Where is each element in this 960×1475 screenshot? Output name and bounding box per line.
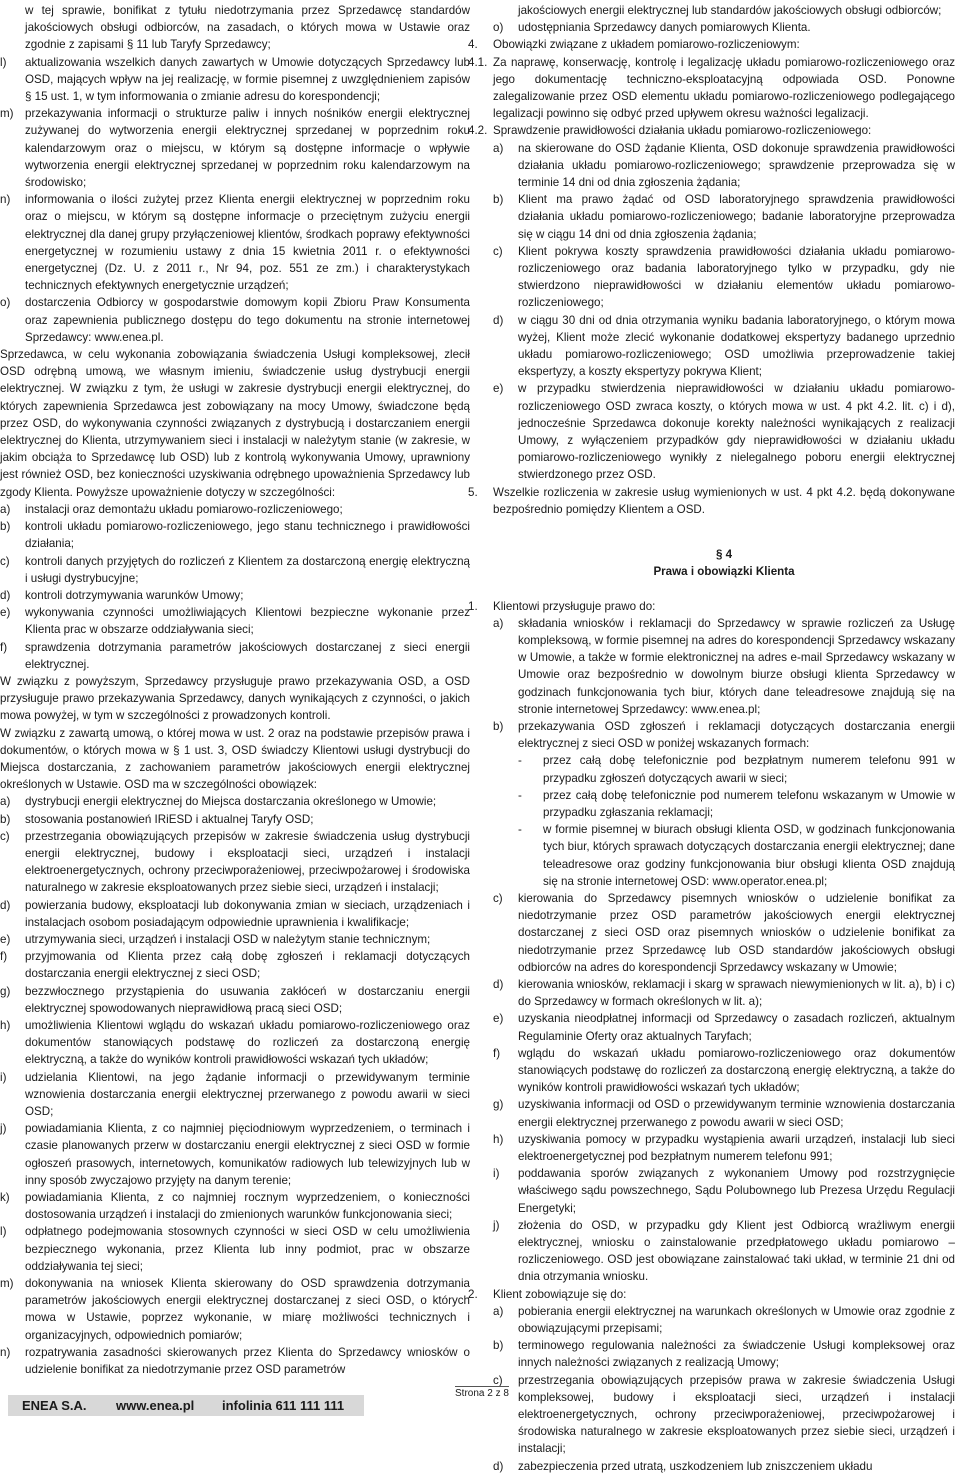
list-item-label: b) [0, 812, 11, 826]
list-item-label: b) [0, 520, 11, 534]
dash-bullet: - [518, 754, 522, 768]
list-item [0, 587, 470, 604]
list-item-label: b) [493, 193, 504, 207]
list-item-label: f) [0, 640, 8, 654]
list-item-label: f) [493, 1046, 501, 1060]
list-item-text: zabezpieczenia przed utratą, uszkodzeniem lub zniszczeniem układu [518, 1459, 873, 1473]
list-item [0, 1344, 470, 1378]
left-column [0, 2, 470, 1378]
clause-n-continuation: jakościowych energii elektrycznej lub standardów jakościowych obsługi odbiorców; [518, 4, 942, 17]
list-item-text: w przypadku stwierdzenia nieprawidłowości w działaniu układu pomiarowo-rozliczeniowego OSD zwraca koszty, o których mowa w ust. 4 pkt 4.2. lit. c) i d), jednocześnie Sprzedawca dokonuje korekty należności wynikających z realizacji Umowy, z wyłączeniem przypadków gdy nieprawidłowości w działaniu układu pomiarowo-rozliczeniowego wynikły z nielegalnego poboru energii elektrycznej stwierdzonego przez OSD. [518, 382, 955, 482]
clause-label: n) [0, 193, 11, 207]
list-item-label: g) [0, 984, 11, 998]
list-item-label: c) [493, 891, 503, 905]
list-item-text: Klient ma prawo żądać od OSD laboratoryjnego sprawdzenia prawidłowości działania układu pomiarowo-rozliczeniowego; badanie laboratoryjne przeprowadza się w ciągu 14 dni od dnia zgłoszenia żądania; [518, 193, 955, 241]
list-item-label: i) [493, 1167, 500, 1181]
clause-text: informowania o ilości zużytej przez Klienta energii elektrycznej w poprzednim roku oraz o miejscu, w którym są dostępne informacje o przeciętnym zużyciu energii elektrycznej dla danej grupy przyłączeniowej klientów, środkach poprawy efektywności energetycznej w rozumieniu ustawy z dnia 15 kwietnia 2011 r. o efektywności energetycznej (Dz. U. z 2011 r., Nr 94, poz. 551 ze zm.) i charakterystykach technicznych efektywnych energetycznie urządzeń; [25, 193, 470, 293]
right-clause-b [493, 718, 955, 752]
list-item-text: odpłatnego podejmowania stosownych czynności w sieci OSD w celu umożliwienia bezpiecznego wykonania, przez Klienta lub inny podmiot, prac w obszarze oddziaływania tej sieci; [25, 1225, 470, 1273]
paragraph-4 [468, 36, 955, 53]
list-item-label: e) [493, 382, 504, 396]
section-heading [493, 546, 955, 580]
list-item [0, 793, 470, 810]
list-item-label: h) [493, 1132, 504, 1146]
list-item-text: kontroli układu pomiarowo-rozliczeniowego, jego stanu technicznego i prawidłowości działania; [25, 520, 470, 551]
clause-label: b) [493, 719, 504, 733]
clause-o [0, 294, 470, 346]
page-number: Strona 2 z 8 [455, 1388, 509, 1399]
right-2-list [493, 1303, 955, 1475]
list-item-text: utrzymywania sieci, urządzeń i instalacji OSD w należytym stanie technicznym; [25, 932, 431, 946]
list-item-label: i) [0, 1070, 7, 1084]
list-item-label: f) [0, 950, 8, 964]
list-item-label: d) [493, 1459, 504, 1473]
paragraph-4-2 [468, 122, 955, 139]
paragraph-text: Sprawdzenie prawidłowości działania układu pomiarowo-rozliczeniowego: [493, 124, 872, 138]
paragraph-5 [468, 484, 955, 518]
sub-list-item [493, 787, 955, 821]
list-item [0, 1017, 470, 1069]
paragraph-2 [0, 346, 470, 501]
paragraph-text: Sprzedawca, w celu wykonania zobowiązania świadczenia Usługi kompleksowej, zlecił OSD odrębną umową, we własnym imieniu, świadczenie usług dystrybucji energii elektrycznej. W związku z tym, że usługi w zakresie dystrybucji energii elektrycznej, do których zapewnienia Sprzedawca jest zobowiązany na mocy Umowy, świadczone będą przez OSD, do wykonywania czynności związanych z dystrybucją i dostarczaniem energii elektrycznej do Klienta, utrzymywaniem sieci i instalacji w należytym stanie (w zakresie, w jakim obciąża to Sprzedawcę lub OSD) lub z kontrolą wykonywania Umowy, uprawniony jest również OSD, bez konieczności uzyskiwania odrębnego upoważnienia Sprzedawcy lub zgody Klienta. Powyższe upoważnienie dotyczy w szczególności: [0, 348, 470, 499]
list-item [0, 1189, 470, 1223]
paragraph-text: Klientowi przysługuje prawo do: [493, 599, 656, 613]
list-item-label: e) [493, 1012, 504, 1026]
footer-website[interactable]: www.enea.pl [116, 1398, 195, 1413]
list-item-text: uzyskania nieodpłatnej informacji od Sprzedawcy o zasadach rozliczeń, aktualnym Regulaminie Oferty oraz aktualnych Taryfach; [518, 1012, 955, 1043]
section-number: § 4 [715, 548, 733, 562]
clause-k-continuation: w tej sprawie, bonifikat z tytułu niedotrzymania przez Sprzedawcę standardów jakościowych obsługi odbiorców, na zasadach, o których mowa w Ustawie oraz zgodnie z zapisami § 11 lub Taryfy Sprzedawcy; [25, 4, 470, 52]
paragraph-number: 4.1. [468, 55, 488, 69]
dash-bullet: - [518, 788, 522, 802]
list-item-label: a) [0, 502, 11, 516]
paragraph-number: 5. [468, 485, 478, 499]
paragraph-r2 [468, 1286, 955, 1303]
clause-o [493, 19, 955, 36]
sub-list-item-text: przez całą dobę telefonicznie pod bezpłatnym numerem telefonu 991 w przypadku zgłoszeń dotyczących awarii w sieci; [543, 754, 955, 785]
list-item [493, 1165, 955, 1217]
list-item-label: e) [0, 606, 11, 620]
clause-l [0, 54, 470, 106]
list-item-text: złożenia do OSD, w przypadku gdy Klient jest Odbiorcą wrażliwym energii elektrycznej, wniosku o zainstalowanie przedpłatowego układu pomiarowo – rozliczeniowego. OSD jest obowiązane zainstalować taki układ, w terminie 21 dni od dnia otrzymania wniosku. [518, 1218, 955, 1284]
list-item [0, 931, 470, 948]
list-item-label: c) [493, 244, 503, 258]
right-1-list [493, 890, 955, 1286]
list-item-text: kierowania do Sprzedawcy pisemnych wniosków o udzielenie bonifikat za niedotrzymanie przez OSD parametrów jakościowych energii elektrycznej dostarczanej z sieci OSD oraz pisemnych wniosków o udzielenie bonifikat za niedotrzymanie przez Sprzedawcę lub OSD standardów jakościowych obsługi odbiorców na adres do korespondencji Sprzedawcy wskazany w Umowie; [518, 891, 955, 974]
list-item-label: k) [0, 1191, 10, 1205]
list-item-label: c) [493, 1373, 503, 1387]
list-item-text: udzielania Klientowi, na jego żądanie informacji o przewidywanym terminie wznowienia dostarczania energii elektrycznej przerwanego z powodu awarii w sieci OSD; [25, 1070, 470, 1118]
list-item-text: bezzwłocznego przystąpienia do usuwania zakłóceń w dostarczaniu energii elektrycznej spowodowanych nieprawidłową pracą sieci OSD; [25, 984, 470, 1015]
list-item [0, 897, 470, 931]
sub-list-item [493, 752, 955, 786]
list-item-text: dokonywania na wniosek Klienta skierowany do OSD sprawdzenia dotrzymania parametrów jakościowych energii elektrycznej dostarczanej z sieci OSD, o których mowa w Ustawie, poprzez wykonanie, w miarę możliwości technicznych i organizacyjnych, odpowiednich pomiarów; [25, 1277, 470, 1342]
list-item [493, 1372, 955, 1458]
list-item [0, 518, 470, 552]
list-item-text: umożliwienia Klientowi wglądu do wskazań układu pomiarowo-rozliczeniowego oraz dokumentów stanowiących podstawę do rozliczeń za dostarczoną energię elektryczną, a także do wyników kontroli prawidłowości wskazań tych układów; [25, 1018, 470, 1067]
list-item-text: instalacji oraz demontażu układu pomiarowo-rozliczeniowego; [25, 502, 343, 516]
clause-label: o) [493, 21, 504, 35]
clause-n [0, 191, 470, 294]
list-item-label: d) [493, 313, 504, 327]
list-item [493, 140, 955, 192]
paragraph-2-list [0, 501, 470, 673]
right-clause-a [493, 615, 955, 718]
list-item [0, 1223, 470, 1275]
list-item-text: uzyskiwania informacji od OSD o przewidywanym terminie wznowienia dostarczania energii elektrycznej przerwanego z powodu awarii w sieci OSD; [518, 1098, 955, 1129]
paragraph-text: Obowiązki związane z układem pomiarowo-rozliczeniowym: [493, 38, 800, 52]
right-clause-b-sublist [493, 752, 955, 890]
list-item [0, 828, 470, 897]
list-item-text: Klient pokrywa koszty sprawdzenia prawidłowości działania układu pomiarowo-rozliczeniowego oraz badania laboratoryjnego tylko w przypadku, gdy nie stwierdzono nieprawidłowości w działaniu elementów układu pomiarowo-rozliczeniowego; [518, 244, 955, 310]
list-item-text: kontroli danych przyjętych do rozliczeń z Klientem za dostarczoną energię elektryczną i usługi dystrybucyjne; [25, 554, 470, 585]
footer-infoline: infolinia 611 111 111 [222, 1398, 345, 1413]
list-item [493, 1458, 955, 1475]
list-item-label: d) [493, 977, 504, 991]
list-item-label: n) [0, 1345, 11, 1359]
clause-text: składania wniosków i reklamacji do Sprzedawcy w sprawie rozliczeń za Usługę kompleksową, w formie pisemnej na adres do korespondencji Sprzedawcy wskazany w Umowie, a także w formie elektronicznej na adres e-mail Sprzedawcy wskazany w Umowie oraz bezpośrednio w dowolnym biurze obsługi klienta Sprzedawcy w godzinach funkcjonowania tych biur, których dane teleadresowe znajdują się na stronie internetowej Sprzedawcy: www.enea.pl; [518, 616, 955, 716]
list-item [493, 1217, 955, 1286]
list-item [493, 976, 955, 1010]
list-item [493, 1337, 955, 1371]
list-item [0, 604, 470, 638]
list-item-label: a) [493, 1304, 504, 1318]
list-item-text: powierzania budowy, eksploatacji lub dokonywania zmian w sieciach, urządzeniach i instalacjach osobom posiadającym odpowiednie uprawnienia i kwalifikacje; [25, 898, 470, 929]
list-item-text: powiadamiania Klienta, z co najmniej pięciodniowym wyprzedzeniem, o terminach i czasie planowanych przerw w dostarczaniu energii elektrycznej z sieci OSD w formie ogłoszeń prasowych, internetowych, komunikatów radiowych lub telewizyjnych lub w inny sposób zwyczajowo przyjęty na danym terenie; [25, 1122, 470, 1187]
list-item-text: terminowego regulowania należności za świadczenie Usługi kompleksowej oraz innych należności związanych z realizacją Umowy; [518, 1339, 955, 1370]
list-item-label: c) [0, 829, 10, 843]
clause-label: m) [0, 107, 14, 121]
list-item [493, 243, 955, 312]
sub-list-item-text: w formie pisemnej w biurach obsługi klienta OSD, w godzinach funkcjonowania tych biur, których sprawach dotyczących dostarczania energii elektrycznej; dane teleadresowe oraz godziny funkcjonowania biur obsługi klienta OSD znajdują się na stronie internetowej OSD: www.operator.enea.pl; [543, 823, 955, 888]
paragraph-text: Klient zobowiązuje się do: [493, 1287, 627, 1301]
footer-company: ENEA S.A. [22, 1398, 87, 1413]
paragraph-4-2-list [493, 140, 955, 484]
list-item [0, 553, 470, 587]
paragraph-number: 4.2. [468, 124, 488, 138]
list-item-label: l) [0, 1225, 7, 1239]
list-item-label: j) [0, 1122, 7, 1136]
list-item-label: e) [0, 932, 11, 946]
list-item-label: h) [0, 1018, 11, 1032]
paragraph-3-list [0, 793, 470, 1378]
clause-text: udostępniania Sprzedawcy danych pomiarowych Klienta. [518, 21, 811, 35]
list-item [0, 639, 470, 673]
list-item-label: d) [0, 898, 11, 912]
sub-list-item-text: przez całą dobę telefonicznie pod numerem telefonu wskazanym w Umowie w przypadku zgłaszania reklamacji; [543, 788, 955, 819]
list-item-text: wykonywania czynności umożliwiających Klientowi bezpieczne wykonanie przez Klienta prac w obszarze oddziaływania sieci; [25, 606, 470, 637]
list-item-text: przestrzegania obowiązujących przepisów w zakresie świadczenia usług dystrybucji energii elektrycznej, budowy i eksploatacji sieci, urządzeń i instalacji elektroenergetycznych, ochrony przeciwporażeniowej, przeciwpożarowej i środowiska naturalnego w zakresie eksploatowanych przez siebie sieci, urządzeń i instalacji; [25, 829, 470, 895]
list-item-text: dystrybucji energii elektrycznej do Miejsca dostarczania określonego w Umowie; [25, 795, 437, 809]
clause-label: o) [0, 296, 11, 310]
list-item [493, 1131, 955, 1165]
paragraph-number: 1. [468, 599, 478, 613]
list-item-text: wglądu do wskazań układu pomiarowo-rozliczeniowego oraz dokumentów stanowiących podstawę do rozliczeń za dostarczoną energię elektryczną, a także do wyników kontroli prawidłowości wskazań tych układów; [518, 1046, 955, 1095]
list-item [493, 890, 955, 976]
list-item-text: poddawania sporów związanych z wykonaniem Umowy pod rozstrzygnięcie właściwego sądu powszechnego, Sądu Polubownego lub Prezesa Urzędu Regulacji Energetyki; [518, 1167, 955, 1215]
list-item-text: przestrzegania obowiązujących przepisów prawa w zakresie świadczenia Usługi kompleksowej, budowy i eksploatacji sieci, urządzeń i instalacji elektroenergetycznych, ochrony przeciwporażeniowej, przeciwpożarowej i środowiska naturalnego w zakresie eksploatowanych przez siebie sieci, urządzeń i instalacji; [518, 1373, 955, 1456]
paragraph-3 [0, 725, 470, 794]
list-item-label: a) [0, 795, 11, 809]
list-item [493, 1045, 955, 1097]
clause-m [0, 105, 470, 191]
sub-list-item [493, 821, 955, 890]
list-item-label: j) [493, 1218, 500, 1232]
list-item-text: rozpatrywania zasadności skierowanych przez Klienta do Sprzedawcy wniosków o udzielenie bonifikat za niedotrzymanie przez OSD parametrów [25, 1345, 470, 1377]
paragraph-text: W związku z zawartą umową, o której mowa w ust. 2 oraz na podstawie przepisów prawa i dokumentów, o których mowa w § 1 ust. 3, OSD świadczy Klientowi usługi dystrybucji do Miejsca dostarczania, z zachowaniem parametrów jakościowych energii elektrycznej określonych w Ustawie. OSD ma w szczególności obowiązek: [0, 726, 470, 792]
list-item [493, 380, 955, 483]
list-item-label: g) [493, 1098, 504, 1112]
list-item-label: b) [493, 1339, 504, 1353]
list-item-text: na skierowane do OSD żądanie Klienta, OSD dokonuje sprawdzenia prawidłowości działania układu pomiarowo-rozliczeniowego; sprawdzenie przeprowadza się w terminie 14 dni od dnia zgłoszenia żądania; [518, 141, 955, 190]
list-item-label: m) [0, 1277, 14, 1291]
section-title: Prawa i obowiązki Klienta [653, 565, 795, 579]
list-item-text: w ciągu 30 dni od dnia otrzymania wyniku badania laboratoryjnego, o którym mowa wyżej, Klient może zlecić wykonanie dodatkowej ekspertyzy badanego uprzednio układu pomiarowo-rozliczeniowego; OSD umożliwia przeprowadzenie takiej ekspertyzy, a koszty ekspertyzy pokrywa Klient; [518, 313, 955, 379]
list-item [0, 948, 470, 982]
clause-text: przekazywania informacji o strukturze paliw i innych nośników energii elektrycznej zużywanej do wytworzenia energii elektrycznej sprzedanej w poprzednim roku kalendarzowym oraz o miejscu, w którym są dostępne informacje o wpływie wytworzenia energii elektrycznej sprzedanej w poprzednim roku kalendarzowym na środowisko; [25, 107, 470, 190]
list-item [493, 1096, 955, 1130]
paragraph-text: Za naprawę, konserwację, kontrolę i legalizację układu pomiarowo-rozliczeniowego oraz jego dokumentację techniczno-eksploatacyjną odpowiada OSD. Ponowne zalegalizowanie przez OSD elementu układu pomiarowo-rozliczeniowego podlegającego legalizacji powinno się odbyć przed upływem okresu ważności legalizacji. [493, 55, 955, 121]
clause-text: dostarczenia Odbiorcy w gospodarstwie domowym kopii Zbioru Praw Konsumenta oraz zapewnienia publicznego dostępu do tego dokumentu na stronie internetowej Sprzedawcy: www.enea.pl. [25, 296, 470, 344]
paragraph-2-tail: W związku z powyższym, Sprzedawcy przysługuje prawo przekazywania OSD, a OSD przysługuje prawo przekazywania Sprzedawcy, danych wynikających z czynności, o jakich mowa powyżej, w tym w szczególności z prowadzonych kontroli. [0, 674, 470, 723]
list-item [0, 1069, 470, 1121]
paragraph-number: 4. [468, 38, 478, 52]
list-item-text: uzyskiwania pomocy w przypadku wystąpienia awarii urządzeń, instalacji lub sieci elektroenergetycznej pod bezpłatnym numerem telefonu 991; [518, 1132, 955, 1163]
dash-bullet: - [518, 823, 522, 837]
list-item-text: stosowania postanowień IRiESD i aktualnej Taryfy OSD; [25, 812, 314, 826]
paragraph-number: 2. [468, 1287, 478, 1301]
list-item-text: pobierania energii elektrycznej na warunkach określonych w Umowie oraz zgodnie z obowiązującymi przepisami; [518, 1304, 955, 1336]
clause-label: a) [493, 616, 504, 630]
footer-bar [8, 1395, 364, 1416]
list-item [0, 1275, 470, 1344]
list-item [493, 1303, 955, 1337]
list-item-text: sprawdzenia dotrzymania parametrów jakościowych dostarczanej z sieci energii elektrycznej. [25, 640, 470, 671]
list-item [0, 983, 470, 1017]
list-item [493, 312, 955, 381]
clause-text: aktualizowania wszelkich danych zawartych w Umowie dotyczących Sprzedawcy lub OSD, mających wpływ na jej realizację, w formie pisemnej z uwzględnieniem zapisów § 15 ust. 1, w tym informowania o zmianie adresu do korespondencji; [25, 55, 470, 104]
list-item [0, 501, 470, 518]
clause-label: l) [0, 55, 7, 69]
paragraph-4-1 [468, 54, 955, 123]
list-item-label: d) [0, 588, 11, 602]
list-item-label: a) [493, 141, 504, 155]
list-item [493, 1010, 955, 1044]
list-item [493, 191, 955, 243]
list-item-label: c) [0, 554, 10, 568]
list-item [0, 811, 470, 828]
list-item-text: powiadamiania Klienta, z co najmniej rocznym wyprzedzeniem, o konieczności dostosowania urządzeń i instalacji do zmienionych warunków funkcjonowania sieci; [25, 1191, 470, 1222]
list-item [0, 1120, 470, 1189]
list-item-text: kierowania wniosków, reklamacji i skarg w sprawach niewymienionych w lit. a), b) i c) do Sprzedawcy w formach określonych w lit. a); [518, 977, 955, 1009]
paragraph-text: Wszelkie rozliczenia w zakresie usług wymienionych w ust. 4 pkt 4.2. będą dokonywane bezpośrednio pomiędzy Klientem a OSD. [493, 485, 955, 516]
list-item-text: przyjmowania od Klienta przez całą dobę zgłoszeń i reklamacji dotyczących dostarczania energii elektrycznej z sieci OSD; [25, 950, 470, 981]
clause-text: przekazywania OSD zgłoszeń i reklamacji dotyczących dostarczania energii elektrycznej z sieci OSD w poniżej wskazanych formach: [518, 719, 955, 751]
list-item-text: kontroli dotrzymywania warunków Umowy; [25, 588, 244, 602]
paragraph-r1 [468, 598, 955, 615]
